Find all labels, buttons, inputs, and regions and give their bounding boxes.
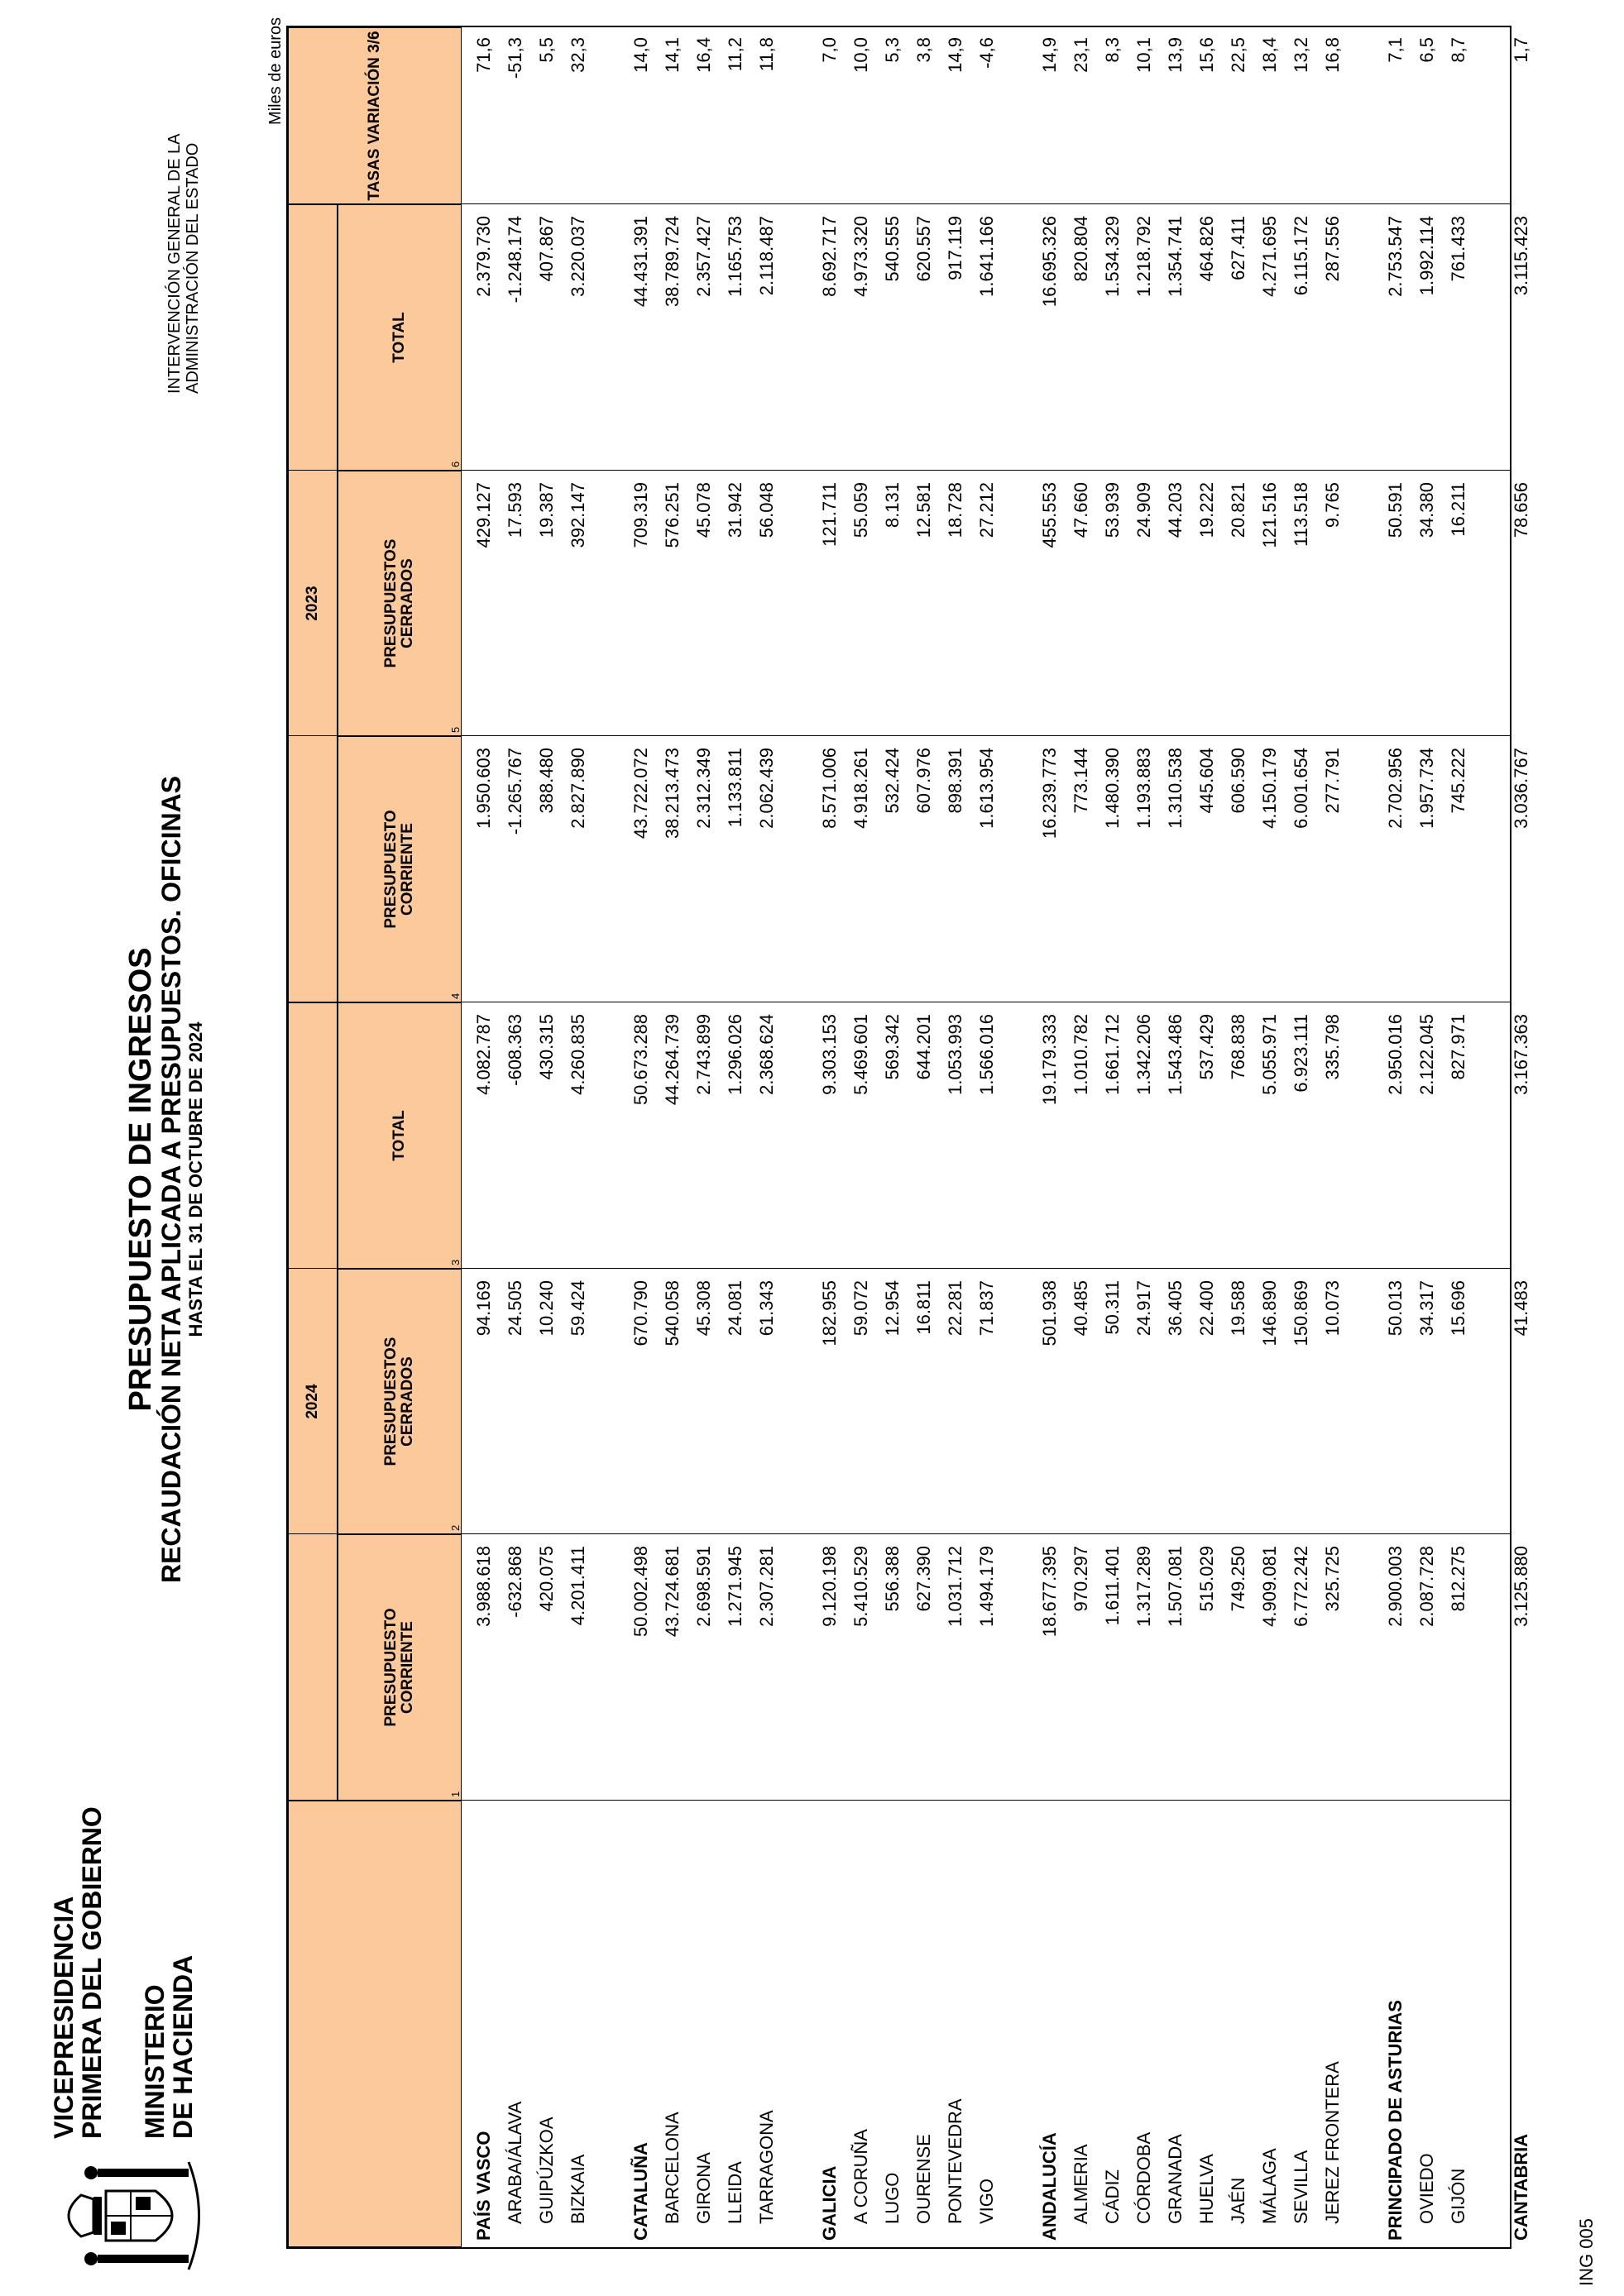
- col-number: 5: [449, 726, 462, 733]
- cell-col-5: 709.319: [630, 482, 651, 548]
- cell-col-4: 1.957.734: [1416, 748, 1437, 829]
- table-row: [940, 27, 971, 2247]
- cell-col-5: 8.131: [882, 482, 903, 529]
- cell-col-3: 3.167.363: [1511, 1014, 1531, 1095]
- col-number: 2: [449, 1524, 462, 1531]
- table-row: [1286, 27, 1317, 2247]
- cell-col-1: 2.900.003: [1385, 1546, 1406, 1627]
- cell-col-3: 1.296.026: [725, 1014, 745, 1095]
- col3-header: TOTAL: [338, 1002, 462, 1269]
- cell-col-3: 2.743.899: [693, 1014, 714, 1095]
- cell-col-7: -4,6: [976, 37, 997, 69]
- cell-col-3: 50.673.288: [630, 1014, 651, 1106]
- cell-col-3: 1.010.782: [1071, 1014, 1091, 1095]
- cell-col-5: 55.059: [850, 482, 871, 538]
- cell-col-4: 2.062.439: [756, 748, 777, 829]
- row-label: OVIEDO: [1416, 2153, 1437, 2224]
- cell-col-1: -632.868: [505, 1546, 525, 1618]
- year-2024-header: 2024: [288, 1002, 338, 1801]
- org-line1: VICEPRESIDENCIA: [49, 1896, 79, 2139]
- cell-col-4: 1.613.954: [976, 748, 997, 829]
- cell-col-3: 1.543.486: [1165, 1014, 1186, 1095]
- cell-col-7: 7,0: [819, 37, 840, 63]
- cell-col-3: 2.122.045: [1416, 1014, 1437, 1095]
- cell-col-3: 569.342: [882, 1014, 903, 1080]
- table-spacer-row: [594, 27, 625, 2247]
- cell-col-1: 2.087.728: [1416, 1546, 1437, 1627]
- cell-col-4: 43.722.072: [630, 748, 651, 839]
- date-line: HASTA EL 31 DE OCTUBRE DE 2024: [185, 1021, 206, 1337]
- table-row: [877, 27, 908, 2247]
- cell-col-1: 1.031.712: [945, 1546, 965, 1627]
- cell-col-5: 429.127: [473, 482, 494, 548]
- cell-col-3: 430.315: [536, 1014, 557, 1080]
- cell-col-5: 44.203: [1165, 482, 1186, 538]
- cell-col-3: 1.342.206: [1133, 1014, 1154, 1095]
- row-label: JAÉN: [1228, 2177, 1248, 2224]
- cell-col-4: -1.265.767: [505, 748, 525, 835]
- cell-col-1: 325.725: [1322, 1546, 1343, 1612]
- cell-col-6: 464.826: [1196, 216, 1217, 282]
- col-number: 1: [449, 1791, 462, 1797]
- col2-header: PRESUPUESTOS CERRADOS: [338, 1269, 462, 1534]
- table-row: [1191, 27, 1223, 2247]
- cell-col-2: 146.890: [1259, 1280, 1280, 1347]
- cell-col-2: 59.424: [568, 1280, 588, 1337]
- cell-col-1: 4.909.081: [1259, 1546, 1280, 1627]
- cell-col-4: 4.150.179: [1259, 748, 1280, 829]
- cell-col-7: 11,8: [756, 37, 777, 72]
- table-row: [688, 27, 720, 2247]
- cell-col-2: 71.837: [976, 1280, 997, 1337]
- cell-col-4: 1.133.811: [725, 748, 745, 828]
- cell-col-6: 1.534.329: [1102, 216, 1123, 297]
- row-label: A CORUÑA: [850, 2129, 871, 2224]
- cell-col-2: 12.954: [882, 1280, 903, 1337]
- cell-col-6: 1.218.792: [1133, 216, 1154, 297]
- cell-col-5: 78.656: [1511, 482, 1531, 538]
- cell-col-7: 71,6: [473, 37, 494, 73]
- table-row: [1160, 27, 1191, 2247]
- cell-col-5: 34.380: [1416, 482, 1437, 538]
- cell-col-1: 2.698.591: [693, 1546, 714, 1627]
- cell-col-6: 1.641.166: [976, 216, 997, 297]
- cell-col-5: 12.581: [913, 482, 934, 538]
- cell-col-3: 4.082.787: [473, 1014, 494, 1095]
- cell-col-4: 773.144: [1071, 748, 1091, 814]
- cell-col-7: 14,0: [630, 37, 651, 73]
- cell-col-3: 827.971: [1448, 1014, 1468, 1080]
- cell-col-4: 16.239.773: [1039, 748, 1060, 839]
- table-row: [1254, 27, 1286, 2247]
- cell-col-7: 8,3: [1102, 37, 1123, 63]
- units-label: Miles de euros: [266, 17, 285, 125]
- cell-col-4: 2.827.890: [568, 748, 588, 829]
- cell-col-1: 9.120.198: [819, 1546, 840, 1627]
- cell-col-2: 10.073: [1322, 1280, 1343, 1337]
- cell-col-5: 19.387: [536, 482, 557, 538]
- cell-col-6: -1.248.174: [505, 216, 525, 304]
- cell-col-3: 5.469.601: [850, 1014, 871, 1095]
- table-row: [846, 27, 877, 2247]
- cell-col-6: 3.115.423: [1511, 216, 1531, 296]
- cell-col-3: 44.264.739: [662, 1014, 683, 1106]
- page-title: PRESUPUESTO DE INGRESOS: [123, 947, 158, 1412]
- row-label: ANDALUCÍA: [1039, 2132, 1060, 2241]
- row-label: BARCELONA: [662, 2112, 683, 2224]
- row-label: HUELVA: [1196, 2154, 1217, 2224]
- col-number: 6: [449, 461, 462, 467]
- cell-col-7: 14,9: [1039, 37, 1060, 73]
- cell-col-1: 5.410.529: [850, 1546, 871, 1627]
- table-row: [1443, 27, 1474, 2247]
- table-row: [531, 27, 563, 2247]
- row-label: ALMERIA: [1071, 2144, 1091, 2224]
- cell-col-2: 24.505: [505, 1280, 525, 1337]
- cell-col-4: 445.604: [1196, 748, 1217, 814]
- row-label: MÁLAGA: [1259, 2148, 1280, 2224]
- cell-col-6: 1.354.741: [1165, 216, 1186, 297]
- cell-col-1: 3.125.880: [1511, 1546, 1531, 1627]
- table-row: [625, 27, 657, 2247]
- ministry-line1: MINISTERIO: [140, 1984, 170, 2139]
- row-label: GALICIA: [819, 2165, 840, 2241]
- row-label: LUGO: [882, 2172, 903, 2224]
- data-table: [286, 26, 1531, 2249]
- cell-col-4: 607.976: [913, 748, 934, 814]
- cell-col-6: 6.115.172: [1291, 216, 1311, 296]
- cell-col-1: 1.494.179: [976, 1546, 997, 1627]
- cell-col-6: 2.379.730: [473, 216, 494, 297]
- table-row: [908, 27, 940, 2247]
- cell-col-3: 2.368.624: [756, 1014, 777, 1095]
- cell-col-2: 15.696: [1448, 1280, 1468, 1337]
- cell-col-2: 10.240: [536, 1280, 557, 1337]
- table-row: [468, 27, 500, 2247]
- cell-col-7: 14,9: [945, 37, 965, 73]
- cell-col-4: 1.310.538: [1165, 748, 1186, 829]
- row-label: CATALUÑA: [630, 2142, 651, 2241]
- cell-col-2: 34.317: [1416, 1280, 1437, 1337]
- cell-col-6: 761.433: [1448, 216, 1468, 282]
- cell-col-2: 59.072: [850, 1280, 871, 1337]
- cell-col-2: 41.483: [1511, 1280, 1531, 1337]
- cell-col-7: 7,1: [1385, 37, 1406, 63]
- cell-col-2: 50.013: [1385, 1280, 1406, 1337]
- row-label: CANTABRIA: [1511, 2133, 1531, 2241]
- cell-col-5: 31.942: [725, 482, 745, 538]
- table-row: [500, 27, 531, 2247]
- row-label: PAÍS VASCO: [473, 2131, 494, 2241]
- table-row: [971, 27, 1003, 2247]
- cell-col-3: 6.923.111: [1291, 1014, 1311, 1093]
- row-label: SEVILLA: [1291, 2150, 1311, 2224]
- cell-col-5: 9.765: [1322, 482, 1343, 529]
- year-2023-header: 2023: [288, 204, 338, 1002]
- col1-header: PRESUPUESTO CORRIENTE: [338, 1534, 462, 1801]
- row-label: GIRONA: [693, 2152, 714, 2224]
- row-label: GIJÓN: [1448, 2168, 1468, 2224]
- cell-col-3: 1.053.993: [945, 1014, 965, 1095]
- cell-col-1: 627.390: [913, 1546, 934, 1612]
- table-row: [1128, 27, 1160, 2247]
- cell-col-2: 501.938: [1039, 1280, 1060, 1347]
- cell-col-4: 388.480: [536, 748, 557, 814]
- cell-col-2: 19.588: [1228, 1280, 1248, 1337]
- org-name: [50, 1806, 106, 2139]
- row-label: VIGO: [976, 2178, 997, 2224]
- row-label: PRINCIPADO DE ASTURIAS: [1385, 2000, 1406, 2241]
- cell-col-4: 1.950.603: [473, 748, 494, 829]
- cell-col-3: -608.363: [505, 1014, 525, 1086]
- cell-col-2: 36.405: [1165, 1280, 1186, 1337]
- cell-col-3: 335.798: [1322, 1014, 1343, 1080]
- cell-col-6: 287.556: [1322, 216, 1343, 282]
- cell-col-5: 455.553: [1039, 482, 1060, 548]
- cell-col-1: 970.297: [1071, 1546, 1091, 1612]
- page-subtitle: RECAUDACIÓN NETA APLICADA A PRESUPUESTOS. OFICINAS: [156, 775, 186, 1584]
- table-row: [814, 27, 846, 2247]
- cell-col-7: 22,5: [1228, 37, 1248, 73]
- cell-col-4: 532.424: [882, 748, 903, 814]
- cell-col-2: 16.811: [913, 1280, 934, 1335]
- cell-col-3: 5.055.971: [1259, 1014, 1280, 1095]
- cell-col-5: 24.909: [1133, 482, 1154, 538]
- cell-col-3: 537.429: [1196, 1014, 1217, 1080]
- cell-col-2: 182.955: [819, 1280, 840, 1347]
- cell-col-6: 8.692.717: [819, 216, 840, 297]
- cell-col-2: 24.917: [1133, 1280, 1154, 1337]
- cell-col-7: 3,8: [913, 37, 934, 63]
- cell-col-6: 16.695.326: [1039, 216, 1060, 308]
- cell-col-6: 540.555: [882, 216, 903, 282]
- col6-header: TOTAL: [338, 204, 462, 471]
- cell-col-7: 18,4: [1259, 37, 1280, 73]
- cell-col-7: 10,0: [850, 37, 871, 73]
- cell-col-6: 620.557: [913, 216, 934, 282]
- cell-col-7: 16,8: [1322, 37, 1343, 73]
- cell-col-5: 50.591: [1385, 482, 1406, 538]
- cell-col-6: 820.804: [1071, 216, 1091, 282]
- cell-col-2: 45.308: [693, 1280, 714, 1337]
- ministry-name: [141, 1955, 197, 2139]
- igae-line2: ADMINISTRACIÓN DEL ESTADO: [184, 142, 202, 394]
- cell-col-1: 50.002.498: [630, 1546, 651, 1638]
- cell-col-7: 16,4: [693, 37, 714, 73]
- row-label: OURENSE: [913, 2134, 934, 2224]
- row-label: TARRAGONA: [756, 2110, 777, 2224]
- cell-col-6: 3.220.037: [568, 216, 588, 297]
- cell-col-1: 420.075: [536, 1546, 557, 1612]
- table-row: [1223, 27, 1254, 2247]
- row-label: JEREZ FRONTERA: [1322, 2061, 1343, 2224]
- cell-col-1: 1.271.945: [725, 1546, 745, 1627]
- row-label: GUIPÚZKOA: [536, 2117, 557, 2224]
- col5-header: PRESUPUESTOS CERRADOS: [338, 471, 462, 736]
- cell-col-5: 17.593: [505, 482, 525, 538]
- cell-col-7: 6,5: [1416, 37, 1437, 63]
- cell-col-5: 53.939: [1102, 482, 1123, 538]
- cell-col-3: 2.950.016: [1385, 1014, 1406, 1095]
- table-row: [1034, 27, 1066, 2247]
- cell-col-5: 20.821: [1228, 482, 1248, 538]
- cell-col-5: 121.516: [1259, 482, 1280, 548]
- cell-col-4: 6.001.654: [1291, 748, 1311, 829]
- table-row: [751, 27, 783, 2247]
- cell-col-1: 3.988.618: [473, 1546, 494, 1627]
- cell-col-7: 1,7: [1511, 37, 1531, 63]
- cell-col-3: 644.201: [913, 1014, 934, 1080]
- cell-col-1: 812.275: [1448, 1546, 1468, 1612]
- cell-col-2: 94.169: [473, 1280, 494, 1337]
- cell-col-4: 898.391: [945, 748, 965, 814]
- cell-col-7: -51,3: [505, 37, 525, 79]
- cell-col-3: 4.260.835: [568, 1014, 588, 1095]
- cell-col-7: 32,3: [568, 37, 588, 73]
- cell-col-4: 1.193.883: [1133, 748, 1154, 829]
- row-label: BIZKAIA: [568, 2154, 588, 2224]
- cell-col-2: 50.311: [1102, 1280, 1123, 1335]
- cell-col-6: 2.753.547: [1385, 216, 1406, 297]
- cell-col-1: 6.772.242: [1291, 1546, 1311, 1627]
- cell-col-3: 1.566.016: [976, 1014, 997, 1095]
- cell-col-7: 15,6: [1196, 37, 1217, 73]
- cell-col-5: 16.211: [1448, 482, 1468, 537]
- cell-col-1: 43.724.681: [662, 1546, 683, 1638]
- footer-code: ING 005: [1576, 2218, 1597, 2286]
- ministry-line2: DE HACIENDA: [168, 1954, 198, 2139]
- table-spacer-row: [783, 27, 814, 2247]
- cell-col-4: 277.791: [1322, 748, 1343, 814]
- col-number: 3: [449, 1259, 462, 1265]
- table-spacer-row: [1474, 27, 1506, 2247]
- cell-col-1: 1.611.401: [1102, 1546, 1123, 1626]
- cell-col-7: 13,9: [1165, 37, 1186, 73]
- cell-col-2: 24.081: [725, 1280, 745, 1337]
- cell-col-1: 749.250: [1228, 1546, 1248, 1612]
- cell-col-6: 2.118.487: [756, 216, 777, 296]
- cell-col-7: 14,1: [662, 37, 683, 73]
- cell-col-4: 3.036.767: [1511, 748, 1531, 829]
- cell-col-7: 8,7: [1448, 37, 1468, 63]
- table-row: [1317, 27, 1349, 2247]
- table-row: [1097, 27, 1128, 2247]
- cell-col-5: 47.660: [1071, 482, 1091, 538]
- cell-col-2: 22.281: [945, 1280, 965, 1337]
- tasas-header: TASAS VARIACIÓN 3/6: [288, 27, 462, 204]
- cell-col-3: 19.179.333: [1039, 1014, 1060, 1106]
- coat-of-arms-icon: [48, 2154, 213, 2278]
- row-label: PONTEVEDRA: [945, 2098, 965, 2224]
- table-row: [720, 27, 751, 2247]
- cell-col-4: 606.590: [1228, 748, 1248, 814]
- cell-col-1: 515.029: [1196, 1546, 1217, 1612]
- row-label: CÁDIZ: [1102, 2169, 1123, 2224]
- cell-col-6: 44.431.391: [630, 216, 651, 308]
- cell-col-5: 113.518: [1291, 482, 1311, 547]
- table-spacer-row: [1003, 27, 1034, 2247]
- cell-col-1: 18.677.395: [1039, 1546, 1060, 1638]
- cell-col-4: 2.312.349: [693, 748, 714, 829]
- cell-col-4: 2.702.956: [1385, 748, 1406, 829]
- cell-col-1: 1.317.289: [1133, 1546, 1154, 1627]
- cell-col-6: 38.789.724: [662, 216, 683, 308]
- cell-col-4: 745.222: [1448, 748, 1468, 814]
- cell-col-4: 1.480.390: [1102, 748, 1123, 829]
- cell-col-1: 4.201.411: [568, 1546, 588, 1626]
- cell-col-7: 10,1: [1133, 37, 1154, 73]
- row-label: LLEIDA: [725, 2161, 745, 2224]
- table-spacer-row: [1349, 27, 1380, 2247]
- cell-col-2: 40.485: [1071, 1280, 1091, 1337]
- cell-col-2: 670.790: [630, 1280, 651, 1347]
- igae-block: [165, 133, 202, 394]
- cell-col-7: 5,5: [536, 37, 557, 63]
- row-label: GRANADA: [1165, 2134, 1186, 2224]
- cell-col-5: 45.078: [693, 482, 714, 538]
- cell-col-5: 576.251: [662, 482, 683, 548]
- cell-col-3: 9.303.153: [819, 1014, 840, 1095]
- cell-col-2: 61.343: [756, 1280, 777, 1337]
- cell-col-2: 22.400: [1196, 1280, 1217, 1337]
- cell-col-6: 4.271.695: [1259, 216, 1280, 297]
- cell-col-1: 556.388: [882, 1546, 903, 1612]
- cell-col-3: 768.838: [1228, 1014, 1248, 1080]
- cell-col-6: 2.357.427: [693, 216, 714, 297]
- cell-col-7: 13,2: [1291, 37, 1311, 73]
- cell-col-2: 540.058: [662, 1280, 683, 1347]
- cell-col-5: 56.048: [756, 482, 777, 538]
- header-blank: [288, 1801, 462, 2247]
- cell-col-5: 27.212: [976, 482, 997, 538]
- table-row: [1506, 27, 1537, 2247]
- row-label: CÓRDOBA: [1133, 2131, 1154, 2224]
- cell-col-6: 1.992.114: [1416, 216, 1437, 296]
- cell-col-2: 150.869: [1291, 1280, 1311, 1347]
- cell-col-7: 23,1: [1071, 37, 1091, 73]
- org-line2: PRIMERA DEL GOBIERNO: [77, 1806, 107, 2139]
- cell-col-6: 917.119: [945, 216, 965, 280]
- table-row: [563, 27, 594, 2247]
- cell-col-4: 8.571.006: [819, 748, 840, 829]
- cell-col-7: 11,2: [725, 37, 745, 72]
- cell-col-7: 5,3: [882, 37, 903, 63]
- cell-col-5: 18.728: [945, 482, 965, 538]
- title-block: [124, 642, 207, 1717]
- cell-col-1: 1.507.081: [1165, 1546, 1186, 1627]
- table-row: [1066, 27, 1097, 2247]
- cell-col-6: 4.973.320: [850, 216, 871, 297]
- cell-col-3: 1.661.712: [1102, 1014, 1123, 1095]
- table-row: [657, 27, 688, 2247]
- cell-col-6: 1.165.753: [725, 216, 745, 297]
- cell-col-5: 19.222: [1196, 482, 1217, 538]
- cell-col-1: 2.307.281: [756, 1546, 777, 1627]
- cell-col-4: 38.213.473: [662, 748, 683, 839]
- cell-col-6: 627.411: [1228, 216, 1248, 280]
- cell-col-5: 121.711: [819, 482, 840, 547]
- cell-col-4: 4.918.261: [850, 748, 871, 829]
- table-row: [1411, 27, 1443, 2247]
- table-row: [1380, 27, 1411, 2247]
- col-number: 4: [449, 993, 462, 999]
- igae-line1: INTERVENCIÓN GENERAL DE LA: [165, 133, 184, 394]
- col4-header: PRESUPUESTO CORRIENTE: [338, 736, 462, 1002]
- row-label: ARABA/ÁLAVA: [505, 2101, 525, 2224]
- cell-col-5: 392.147: [568, 482, 588, 548]
- cell-col-6: 407.867: [536, 216, 557, 282]
